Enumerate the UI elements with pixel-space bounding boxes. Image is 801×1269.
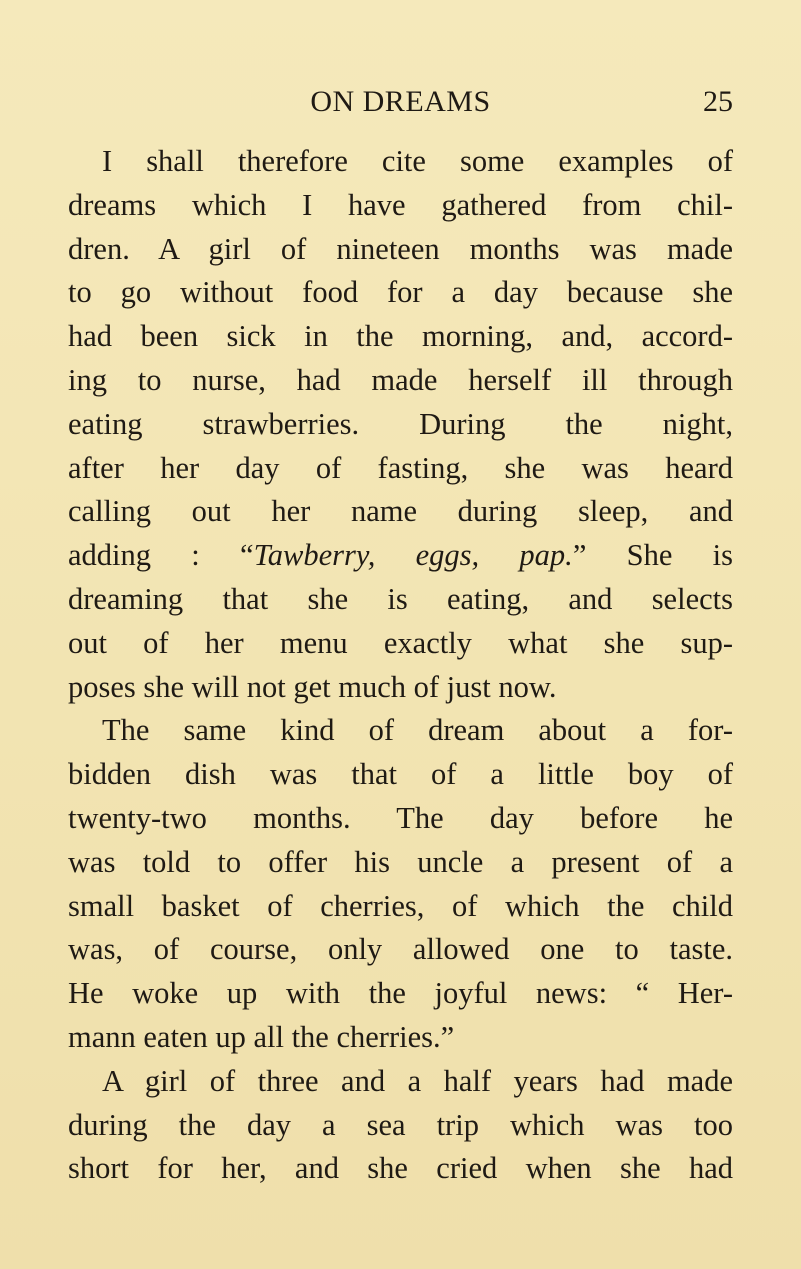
text-line [68,315,733,359]
text-line [68,1104,733,1148]
text-line [68,1147,733,1191]
text-line [68,578,733,622]
text-segment: out of her menu exactly what she sup- [68,625,733,660]
text-segment: was, of course, only allowed one to taste. [68,932,733,967]
text-segment: short for her, and she cried when she had [68,1151,733,1186]
text-line [68,666,733,710]
text-segment: ” She is [572,538,733,573]
text-segment: He woke up with the joyful news: “ Her- [68,976,733,1011]
text-line [68,359,733,403]
text-line [68,271,733,315]
text-segment: had been sick in the morning, and, accord- [68,319,733,354]
text-segment: The same kind of dream about a for- [102,713,733,748]
text-line [68,490,733,534]
text-line [68,885,733,929]
text-segment: during the day a sea trip which was too [68,1107,733,1142]
text-segment: was told to offer his uncle a present of a [68,844,733,879]
text-line [68,1016,733,1060]
text-line [68,622,733,666]
body-text [68,140,733,1191]
page-title: ON DREAMS [310,85,491,118]
text-segment: dren. A girl of nineteen months was made [68,231,733,266]
text-line [68,228,733,272]
text-segment: dreams which I have gathered from chil- [68,187,733,222]
text-segment: adding : “ [68,538,254,573]
text-line [68,1060,733,1104]
page-number: 25 [703,85,733,118]
text-segment: calling out her name during sleep, and [68,494,733,529]
text-segment: poses she will not get much of just now. [68,669,557,704]
text-segment: ing to nurse, had made herself ill through [68,362,733,397]
text-segment: A girl of three and a half years had made [102,1063,733,1098]
text-segment: twenty-two months. The day before he [68,800,733,835]
text-line [68,184,733,228]
text-segment: I shall therefore cite some examples of [102,144,733,178]
text-line [68,403,733,447]
text-segment: after her day of fasting, she was heard [68,450,733,485]
text-line [68,972,733,1016]
running-head [68,82,733,122]
text-line [68,140,733,184]
text-line [68,709,733,753]
text-segment: bidden dish was that of a little boy of [68,757,733,792]
text-line [68,841,733,885]
text-segment: dreaming that she is eating, and selects [68,581,733,616]
text-segment: eating strawberries. During the night, [68,406,733,441]
italic-quote: Tawberry, eggs, pap. [253,538,573,573]
text-line [68,534,733,578]
text-line [68,447,733,491]
text-segment: small basket of cherries, of which the child [68,888,733,923]
text-segment: mann eaten up all the cherries.” [68,1019,455,1054]
text-line [68,797,733,841]
text-segment: to go without food for a day because she [68,275,733,310]
text-line [68,928,733,972]
text-line [68,753,733,797]
